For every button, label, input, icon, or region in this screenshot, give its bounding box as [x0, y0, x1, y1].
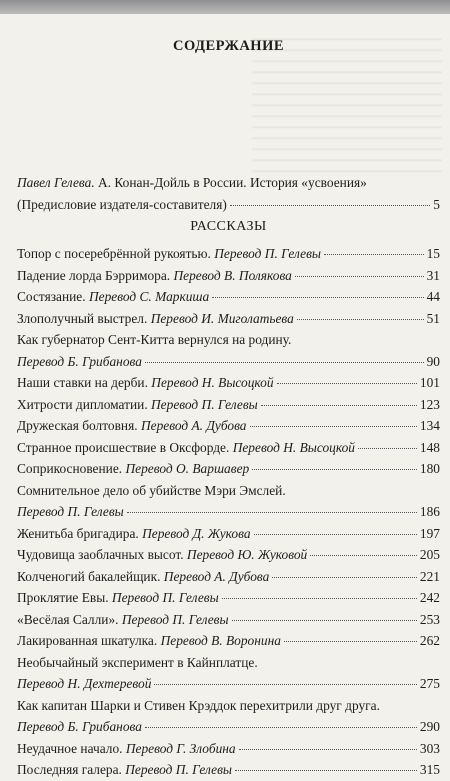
entry-row	[17, 609, 440, 631]
toc-entry	[17, 308, 440, 330]
entry-translator: Перевод В. Полякова	[173, 267, 292, 283]
toc-entry	[17, 437, 440, 459]
entry-title: «Весёлая Салли».	[17, 611, 122, 627]
leader-dots	[277, 382, 417, 384]
leader-dots	[324, 253, 424, 255]
toc-entry	[17, 759, 440, 781]
toc-entry	[17, 243, 440, 265]
entry-row	[17, 523, 440, 545]
toc-entry	[17, 630, 440, 652]
leader-dots	[145, 361, 424, 363]
toc-entry	[17, 587, 440, 609]
page-number: 31	[426, 267, 440, 283]
entry-translator: Перевод В. Воронина	[160, 633, 281, 648]
entry-text	[17, 609, 229, 631]
preface-subtitle: (Предисловие издателя-составителя)	[17, 196, 227, 212]
top-band	[0, 0, 450, 14]
entry-text	[17, 265, 292, 287]
entry-text	[17, 458, 249, 480]
toc-entry	[17, 738, 440, 760]
entry-text	[17, 716, 142, 738]
entries-list	[17, 243, 440, 781]
entry-title: Проклятие Евы.	[17, 590, 112, 605]
page-number: 290	[419, 719, 440, 734]
page-number: 303	[419, 740, 440, 756]
toc-entry	[17, 286, 440, 308]
entry-translator: Перевод П. Гелевы	[17, 504, 124, 519]
leader-dots	[254, 533, 417, 535]
entry-title-line: Необычайный эксперимент в Кайнплатце.	[17, 654, 258, 670]
leader-dots	[212, 296, 423, 298]
entry-text	[17, 437, 355, 459]
page-number: 123	[419, 396, 440, 412]
page-number: 253	[419, 611, 440, 627]
leader-dots	[272, 576, 417, 578]
preface-entry	[17, 172, 440, 215]
entry-row	[17, 566, 440, 588]
preface-line-2	[17, 194, 440, 216]
entry-text	[17, 501, 124, 523]
entry-text	[17, 243, 321, 265]
page-number: 205	[419, 547, 440, 562]
toc-entry	[17, 265, 440, 287]
page-number: 186	[419, 504, 440, 519]
entry-text	[17, 566, 269, 588]
entry-row	[17, 716, 440, 738]
toc-entry	[17, 329, 440, 372]
leader-dots	[154, 683, 417, 685]
entry-text	[17, 630, 281, 652]
entry-title: Последняя галера.	[17, 762, 126, 777]
leader-dots	[145, 726, 417, 728]
leader-dots	[239, 748, 417, 750]
entry-title: Наши ставки на дерби.	[17, 375, 152, 390]
leader-dots	[284, 640, 417, 642]
entry-row	[17, 372, 440, 394]
page-number: 44	[426, 289, 440, 304]
leader-dots	[235, 769, 417, 771]
entry-title: Падение лорда Бэрримора.	[17, 267, 174, 283]
toc-entry	[17, 480, 440, 523]
leader-dots	[310, 554, 417, 556]
entry-text	[17, 351, 142, 373]
entry-row	[17, 437, 440, 459]
page-number: 148	[419, 439, 440, 455]
entry-text	[17, 738, 236, 760]
entry-title: Состязание.	[17, 289, 89, 304]
page-title: СОДЕРЖАНИЕ	[172, 38, 285, 54]
entry-title: Женитьба бригадира.	[17, 525, 143, 541]
entry-title: Колченогий бакалейщик.	[17, 568, 164, 584]
entry-translator: Перевод С. Маркиша	[88, 289, 210, 304]
entry-translator: Перевод Д. Жукова	[142, 525, 251, 541]
entry-row	[17, 673, 440, 695]
entry-title: Дружеская болтовня.	[17, 418, 141, 433]
toc-entry	[17, 394, 440, 416]
page-number: 101	[419, 375, 440, 390]
page-number: 90	[426, 353, 440, 369]
entry-translator: Перевод Б. Грибанова	[17, 353, 142, 369]
toc-entry	[17, 695, 440, 738]
entry-translator: Перевод О. Варшавер	[125, 461, 250, 476]
leader-dots	[127, 511, 417, 513]
page-number: 51	[426, 310, 440, 326]
leader-dots	[230, 204, 430, 206]
entry-translator: Перевод П. Гелевы	[121, 611, 229, 627]
entry-translator: Перевод Н. Высоцкой	[232, 439, 355, 455]
toc-entry	[17, 372, 440, 394]
entry-text	[17, 673, 151, 695]
entry-title: Странное происшествие в Оксфорде.	[17, 439, 233, 455]
entry-row	[17, 243, 440, 265]
entry-row	[17, 308, 440, 330]
page-number: 15	[426, 246, 440, 261]
entry-row	[17, 394, 440, 416]
entry-text	[17, 415, 247, 437]
toc-entry	[17, 415, 440, 437]
entry-title: Неудачное начало.	[17, 740, 126, 756]
entry-row	[17, 501, 440, 523]
leader-dots	[261, 404, 417, 406]
toc-entry	[17, 523, 440, 545]
entry-title: Злополучный выстрел.	[17, 310, 151, 326]
entry-translator: Перевод Н. Дехтеревой	[17, 676, 152, 691]
page-number: 5	[433, 196, 440, 212]
entry-title-line: Как капитан Шарки и Стивен Крэддок перехитрили друг друга.	[17, 697, 380, 713]
entry-row	[17, 286, 440, 308]
entry-row	[17, 458, 440, 480]
entry-row	[17, 351, 440, 373]
leader-dots	[358, 447, 417, 449]
entry-translator: Перевод А. Дубова	[163, 568, 270, 584]
entry-translator: Перевод П. Гелевы	[111, 590, 219, 605]
entry-translator: Перевод П. Гелевы	[125, 762, 232, 777]
entry-title: Чудовища заоблачных высот.	[17, 547, 187, 562]
entry-title: Лакированная шкатулка.	[17, 633, 161, 648]
page-number: 242	[419, 590, 440, 605]
contents-page	[17, 20, 440, 781]
leader-dots	[222, 597, 417, 599]
toc-entry	[17, 458, 440, 480]
entry-text	[17, 587, 219, 609]
entry-title-line: Как губернатор Сент-Китта вернулся на родину.	[17, 332, 292, 347]
preface-title: А. Конан-Дойль в России. История «усвоения»	[94, 175, 367, 190]
entry-text	[17, 544, 307, 566]
entry-row	[17, 544, 440, 566]
entry-text	[17, 286, 209, 308]
entry-text	[17, 523, 251, 545]
preface-author: Павел Гелева.	[17, 175, 95, 190]
leader-dots	[232, 619, 417, 621]
leader-dots	[250, 425, 417, 427]
page-number: 221	[419, 568, 440, 584]
entry-row	[17, 738, 440, 760]
toc-entry	[17, 609, 440, 631]
entry-title: Хитрости дипломатии.	[17, 396, 152, 412]
entry-row	[17, 265, 440, 287]
entry-translator: Перевод Б. Грибанова	[17, 719, 142, 734]
entry-translator: Перевод П. Гелевы	[151, 396, 258, 412]
leader-dots	[295, 275, 424, 277]
page-number: 315	[419, 762, 440, 777]
section-heading: РАССКАЗЫ	[190, 219, 267, 234]
entry-text	[17, 372, 274, 394]
leader-dots	[297, 318, 424, 320]
entry-title: Топор с посеребрённой рукоятью.	[17, 246, 215, 261]
entry-text	[17, 394, 258, 416]
entry-row	[17, 587, 440, 609]
page-number: 180	[419, 461, 440, 476]
entry-title: Соприкосновение.	[17, 461, 126, 476]
entry-text	[17, 759, 232, 781]
entry-title-line: Сомнительное дело об убийстве Мэри Эмслей.	[17, 482, 286, 498]
entry-translator: Перевод Г. Злобина	[125, 740, 236, 756]
toc-entry	[17, 566, 440, 588]
toc-entry	[17, 652, 440, 695]
page-number: 275	[419, 676, 440, 691]
entry-translator: Перевод А. Дубова	[140, 418, 247, 433]
leader-dots	[252, 468, 417, 470]
page-number: 197	[419, 525, 440, 541]
entry-translator: Перевод Ю. Жуковой	[186, 547, 308, 562]
page-number: 134	[419, 418, 440, 433]
preface-line-1	[17, 172, 440, 194]
page-number: 262	[419, 633, 440, 648]
entry-row	[17, 759, 440, 781]
entry-translator: Перевод П. Гелевы	[214, 246, 321, 261]
toc-entry	[17, 544, 440, 566]
entry-row	[17, 415, 440, 437]
entry-translator: Перевод И. Миголатьева	[150, 310, 294, 326]
entry-translator: Перевод Н. Высоцкой	[151, 375, 274, 390]
entry-text	[17, 308, 294, 330]
entry-row	[17, 630, 440, 652]
